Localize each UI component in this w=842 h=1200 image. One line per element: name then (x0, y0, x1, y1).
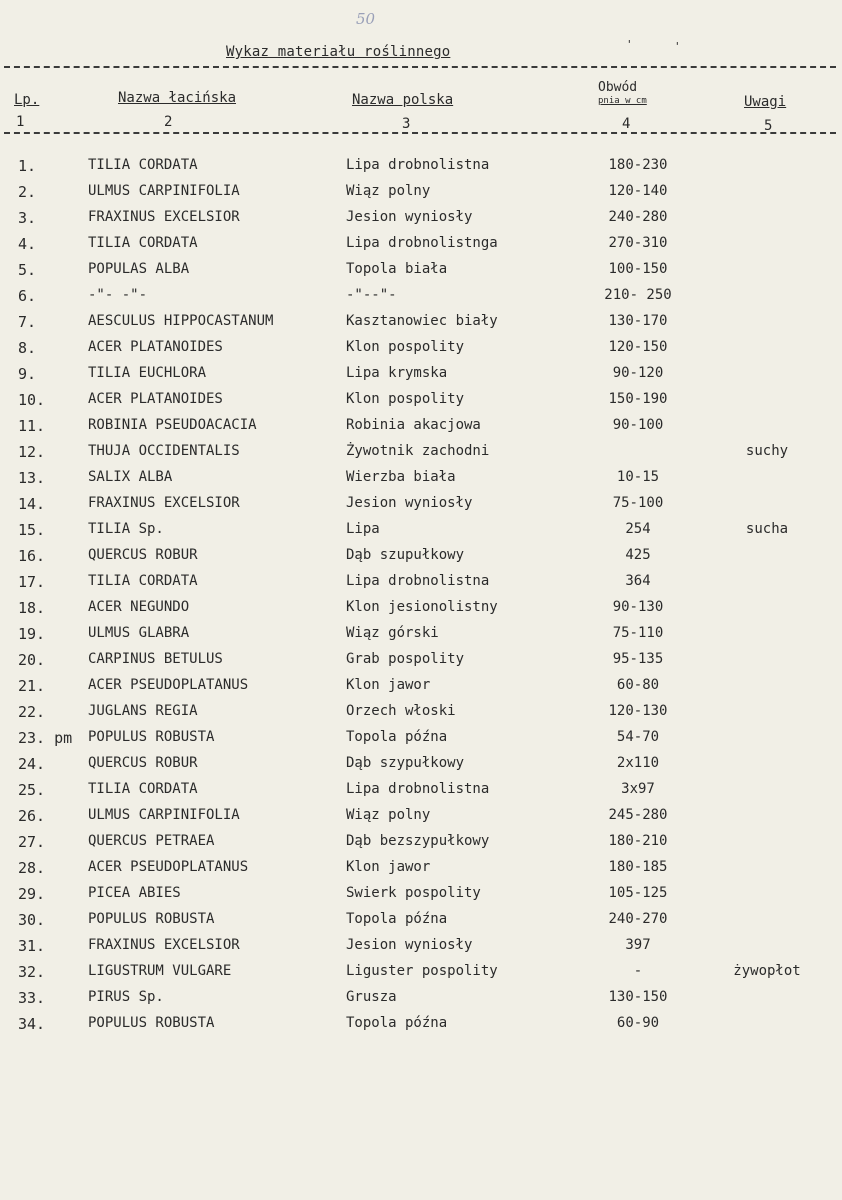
circumference: 95-135 (612, 651, 664, 667)
rule-header (4, 132, 836, 134)
column-number-5: 5 (764, 118, 773, 134)
row-number: 28. (18, 859, 46, 877)
row-number: 31. (18, 937, 46, 955)
polish-name: Lipa drobnolistna (346, 781, 490, 797)
polish-name: Jesion wyniosły (346, 937, 473, 953)
table-row (0, 287, 842, 313)
table-row (0, 807, 842, 833)
circumference: - (633, 963, 643, 979)
circumference: 120-130 (608, 703, 668, 719)
row-number: 6. (18, 287, 37, 305)
polish-name: Lipa drobnolistnga (346, 235, 498, 251)
row-number: 19. (18, 625, 46, 643)
polish-name: -"--"- (346, 287, 397, 303)
circumference: 425 (625, 547, 651, 563)
circumference: 180-230 (608, 157, 668, 173)
rule-top (4, 66, 836, 68)
circumference: 3x97 (621, 781, 655, 797)
latin-name: PIRUS Sp. (88, 989, 164, 1005)
latin-name: TILIA Sp. (88, 521, 164, 537)
table-row (0, 547, 842, 573)
circumference: 270-310 (608, 235, 668, 251)
column-number-2: 2 (164, 114, 173, 130)
circumference: 90-120 (612, 365, 664, 381)
latin-name: AESCULUS HIPPOCASTANUM (88, 313, 274, 329)
polish-name: Kasztanowiec biały (346, 313, 498, 329)
row-number: 30. (18, 911, 46, 929)
row-number: 14. (18, 495, 46, 513)
header-circumference-sub: pnia w cm (598, 96, 647, 106)
polish-name: Klon jawor (346, 677, 431, 693)
table-row (0, 313, 842, 339)
latin-name: ACER PSEUDOPLATANUS (88, 677, 249, 693)
latin-name: QUERCUS ROBUR (88, 755, 198, 771)
table-row (0, 937, 842, 963)
polish-name: Lipa (346, 521, 380, 537)
row-number: 3. (18, 209, 37, 227)
row-number: 16. (18, 547, 46, 565)
circumference: 90-130 (612, 599, 664, 615)
circumference: 240-280 (608, 209, 668, 225)
row-number: 22. (18, 703, 46, 721)
circumference: 90-100 (612, 417, 664, 433)
table-row (0, 625, 842, 651)
header-circumference: Obwód (598, 80, 638, 95)
table-row (0, 989, 842, 1015)
polish-name: Jesion wyniosły (346, 209, 473, 225)
table-row (0, 755, 842, 781)
table-row (0, 963, 842, 989)
column-number-1: 1 (16, 114, 25, 130)
table-row (0, 339, 842, 365)
latin-name: ROBINIA PSEUDOACACIA (88, 417, 257, 433)
row-number: 7. (18, 313, 37, 331)
latin-name: ACER PLATANOIDES (88, 339, 223, 355)
polish-name: Dąb szypułkowy (346, 755, 465, 771)
table-row (0, 1015, 842, 1041)
circumference: 364 (625, 573, 651, 589)
polish-name: Wiąz polny (346, 183, 431, 199)
table-row (0, 651, 842, 677)
polish-name: Swierk pospolity (346, 885, 481, 901)
table-row (0, 365, 842, 391)
table-row (0, 911, 842, 937)
stray-mark: ' (674, 40, 681, 53)
latin-name: SALIX ALBA (88, 469, 173, 485)
document-title: Wykaz materiału roślinnego (226, 44, 451, 60)
polish-name: Wiąz polny (346, 807, 431, 823)
row-number: 23. pm (18, 729, 73, 747)
row-number: 29. (18, 885, 46, 903)
remarks: żywopłot (733, 963, 801, 979)
page-number: 50 (356, 10, 376, 28)
latin-name: LIGUSTRUM VULGARE (88, 963, 232, 979)
row-number: 34. (18, 1015, 46, 1033)
latin-name: JUGLANS REGIA (88, 703, 198, 719)
header-polish-name: Nazwa polska (352, 92, 454, 108)
polish-name: Topola późna (346, 729, 448, 745)
polish-name: Klon jawor (346, 859, 431, 875)
circumference: 54-70 (616, 729, 660, 745)
latin-name: FRAXINUS EXCELSIOR (88, 209, 240, 225)
polish-name: Lipa krymska (346, 365, 448, 381)
circumference: 240-270 (608, 911, 668, 927)
circumference: 210- 250 (604, 287, 672, 303)
latin-name: ULMUS GLABRA (88, 625, 190, 641)
circumference: 130-150 (608, 989, 668, 1005)
row-number: 18. (18, 599, 46, 617)
circumference: 10-15 (616, 469, 660, 485)
polish-name: Topola biała (346, 261, 448, 277)
polish-name: Wiąz górski (346, 625, 439, 641)
polish-name: Grab pospolity (346, 651, 465, 667)
latin-name: ACER PSEUDOPLATANUS (88, 859, 249, 875)
row-number: 4. (18, 235, 37, 253)
remarks: sucha (745, 521, 789, 537)
latin-name: ULMUS CARPINIFOLIA (88, 807, 240, 823)
latin-name: POPULUS ROBUSTA (88, 1015, 215, 1031)
latin-name: TILIA CORDATA (88, 573, 198, 589)
polish-name: Klon pospolity (346, 339, 465, 355)
polish-name: Dąb bezszypułkowy (346, 833, 490, 849)
polish-name: Klon jesionolistny (346, 599, 498, 615)
row-number: 9. (18, 365, 37, 383)
latin-name: TILIA CORDATA (88, 157, 198, 173)
polish-name: Grusza (346, 989, 397, 1005)
polish-name: Topola późna (346, 1015, 448, 1031)
circumference: 180-210 (608, 833, 668, 849)
latin-name: ULMUS CARPINIFOLIA (88, 183, 240, 199)
table-row (0, 781, 842, 807)
latin-name: FRAXINUS EXCELSIOR (88, 937, 240, 953)
table-row (0, 859, 842, 885)
table-row (0, 183, 842, 209)
row-number: 5. (18, 261, 37, 279)
row-number: 17. (18, 573, 46, 591)
row-number: 12. (18, 443, 46, 461)
circumference: 100-150 (608, 261, 668, 277)
row-number: 26. (18, 807, 46, 825)
polish-name: Liguster pospolity (346, 963, 498, 979)
polish-name: Dąb szupułkowy (346, 547, 465, 563)
circumference: 120-150 (608, 339, 668, 355)
latin-name: POPULUS ROBUSTA (88, 729, 215, 745)
latin-name: CARPINUS BETULUS (88, 651, 223, 667)
polish-name: Żywotnik zachodni (346, 443, 490, 459)
row-number: 2. (18, 183, 37, 201)
row-number: 33. (18, 989, 46, 1007)
latin-name: QUERCUS ROBUR (88, 547, 198, 563)
circumference: 245-280 (608, 807, 668, 823)
table-row (0, 703, 842, 729)
latin-name: FRAXINUS EXCELSIOR (88, 495, 240, 511)
row-number: 24. (18, 755, 46, 773)
header-remarks: Uwagi (744, 94, 787, 110)
remarks: suchy (745, 443, 789, 459)
circumference: 60-80 (616, 677, 660, 693)
stray-mark: ' (626, 38, 633, 51)
latin-name: POPULAS ALBA (88, 261, 190, 277)
circumference: 105-125 (608, 885, 668, 901)
table-row (0, 677, 842, 703)
table-row (0, 885, 842, 911)
header-latin-name: Nazwa łacińska (118, 90, 237, 106)
polish-name: Robinia akacjowa (346, 417, 481, 433)
row-number: 10. (18, 391, 46, 409)
circumference: 60-90 (616, 1015, 660, 1031)
table-row (0, 833, 842, 859)
latin-name: ACER NEGUNDO (88, 599, 190, 615)
table-row (0, 443, 842, 469)
latin-name: -"- -"- (88, 287, 148, 303)
polish-name: Jesion wyniosły (346, 495, 473, 511)
latin-name: PICEA ABIES (88, 885, 181, 901)
polish-name: Klon pospolity (346, 391, 465, 407)
row-number: 15. (18, 521, 46, 539)
polish-name: Lipa drobnolistna (346, 157, 490, 173)
table-row (0, 209, 842, 235)
row-number: 8. (18, 339, 37, 357)
row-number: 13. (18, 469, 46, 487)
latin-name: ACER PLATANOIDES (88, 391, 223, 407)
column-number-4: 4 (622, 116, 631, 132)
circumference: 75-100 (612, 495, 664, 511)
table-row (0, 469, 842, 495)
table-row (0, 729, 842, 755)
column-number-3: 3 (402, 116, 411, 132)
table-row (0, 573, 842, 599)
polish-name: Wierzba biała (346, 469, 456, 485)
row-number: 27. (18, 833, 46, 851)
circumference: 130-170 (608, 313, 668, 329)
table-row (0, 521, 842, 547)
row-number: 20. (18, 651, 46, 669)
circumference: 2x110 (616, 755, 660, 771)
table-row (0, 391, 842, 417)
table-row (0, 495, 842, 521)
table-row (0, 417, 842, 443)
latin-name: QUERCUS PETRAEA (88, 833, 215, 849)
row-number: 1. (18, 157, 37, 175)
circumference: 180-185 (608, 859, 668, 875)
polish-name: Lipa drobnolistna (346, 573, 490, 589)
row-number: 21. (18, 677, 46, 695)
circumference: 150-190 (608, 391, 668, 407)
latin-name: POPULUS ROBUSTA (88, 911, 215, 927)
polish-name: Topola późna (346, 911, 448, 927)
latin-name: TILIA CORDATA (88, 781, 198, 797)
latin-name: THUJA OCCIDENTALIS (88, 443, 240, 459)
latin-name: TILIA EUCHLORA (88, 365, 207, 381)
circumference: 120-140 (608, 183, 668, 199)
row-number: 25. (18, 781, 46, 799)
polish-name: Orzech włoski (346, 703, 456, 719)
table-row (0, 235, 842, 261)
row-number: 11. (18, 417, 46, 435)
row-number: 32. (18, 963, 46, 981)
table-row (0, 599, 842, 625)
circumference: 75-110 (612, 625, 664, 641)
header-lp: Lp. (14, 92, 40, 108)
circumference: 397 (625, 937, 651, 953)
table-row (0, 157, 842, 183)
latin-name: TILIA CORDATA (88, 235, 198, 251)
table-row (0, 261, 842, 287)
circumference: 254 (625, 521, 651, 537)
